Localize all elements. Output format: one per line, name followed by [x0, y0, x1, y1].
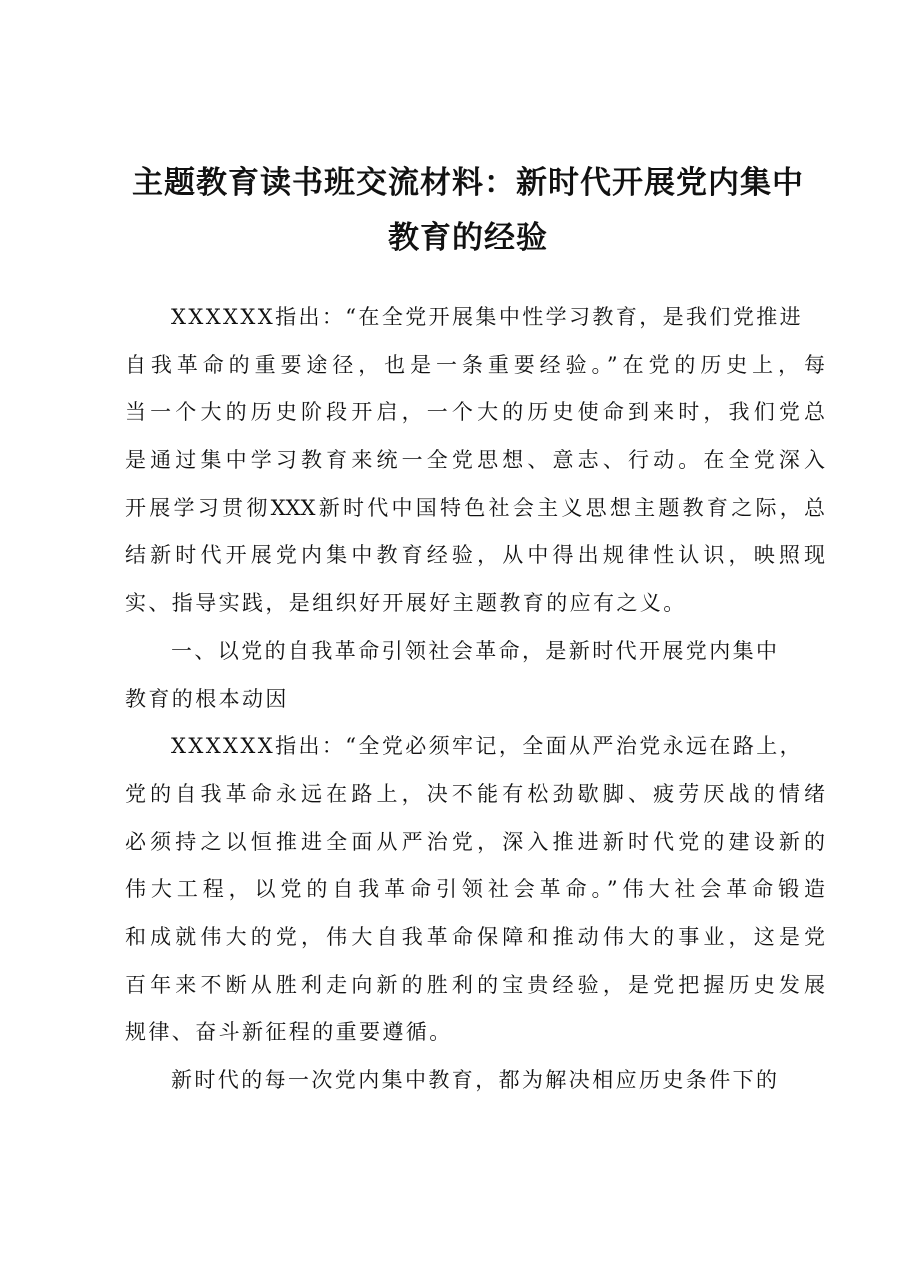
title-line: 教育的经验 [388, 220, 548, 256]
paragraph-line: 开展学习贯彻XXX新时代中国特色社会主义思想主题教育之际，总 [125, 495, 825, 520]
section-heading [125, 628, 825, 723]
paragraph-line: 实、指导实践，是组织好开展好主题教育的应有之义。 [125, 591, 687, 616]
paragraph-line: 和成就伟大的党，伟大自我革命保障和推动伟大的事业，这是党 [125, 924, 825, 949]
paragraph-line: 必须持之以恒推进全面从严治党，深入推进新时代党的建设新的 [125, 829, 825, 854]
paragraph-line: XXXXXX指出：“全党必须牢记，全面从严治党永远在路上， [171, 734, 804, 759]
paragraph [125, 723, 825, 1057]
paragraph [125, 294, 825, 628]
paragraph-line: 结新时代开展党内集中教育经验，从中得出规律性认识，映照现 [125, 543, 825, 568]
paragraph-line: 伟大工程，以党的自我革命引领社会革命。”伟大社会革命锻造 [125, 877, 825, 902]
paragraph-line: 教育的根本动因 [125, 686, 289, 711]
paragraph-line: 百年来不断从胜利走向新的胜利的宝贵经验，是党把握历史发展 [125, 972, 825, 997]
paragraph-line: 一、以党的自我革命引领社会革命，是新时代开展党内集中 [171, 638, 780, 663]
paragraph-line: 党的自我革命永远在路上，决不能有松劲歇脚、疲劳厌战的情绪 [125, 781, 825, 806]
paragraph-line: 自我革命的重要途径，也是一条重要经验。”在党的历史上，每 [125, 352, 825, 377]
title-line: 主题教育读书班交流材料：新时代开展党内集中 [132, 165, 804, 201]
paragraph-line: XXXXXX指出：“在全党开展集中性学习教育，是我们党推进 [171, 305, 804, 329]
paragraph-line: 当一个大的历史阶段开启，一个大的历史使命到来时，我们党总 [125, 400, 825, 425]
document-body [125, 294, 825, 1105]
paragraph [125, 1057, 825, 1105]
paragraph-line: 新时代的每一次党内集中教育，都为解决相应历史条件下的 [171, 1068, 780, 1092]
document-title [110, 156, 826, 266]
paragraph-line: 是通过集中学习教育来统一全党思想、意志、行动。在全党深入 [125, 448, 825, 473]
paragraph-line: 规律、奋斗新征程的重要遵循。 [125, 1020, 453, 1045]
